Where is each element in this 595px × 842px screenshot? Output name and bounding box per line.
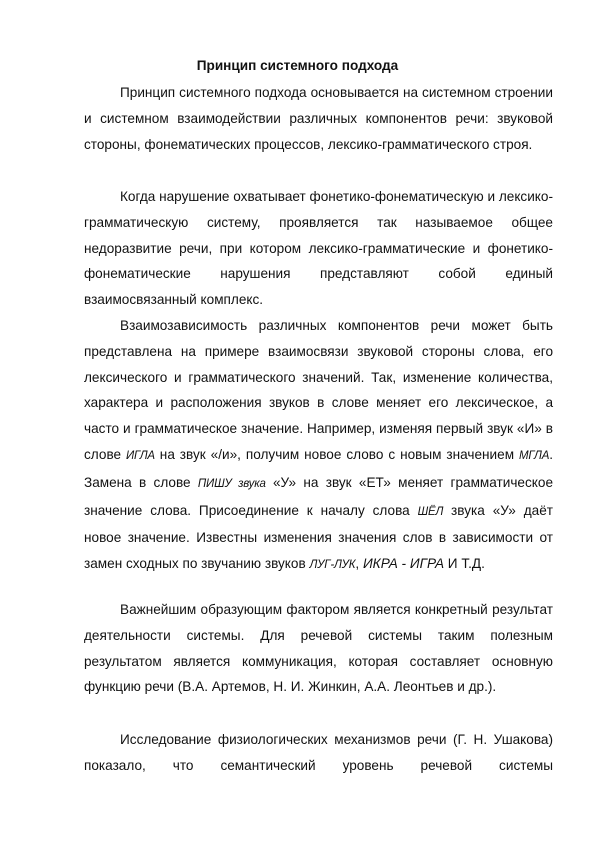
paragraph-3-text-6: ,	[355, 556, 363, 572]
paragraph-5: Исследование физиологических механизмов речи (Г. Н. Ушакова) показало, что семантический уровень речевой системы	[84, 732, 553, 773]
example-word-igla: ИГЛА	[126, 449, 155, 462]
paragraph-3-text-2: на звук «/и», получим новое слово с новым значением	[154, 446, 519, 462]
paragraph-3	[84, 313, 553, 579]
paragraph-3-text-7: И Т.Д.	[444, 556, 485, 572]
paragraph-3-text-3: . Замена в слове	[84, 446, 553, 490]
paragraph-3-text-4: «У» на звук «ЕТ» меняет грамматическое значение слова. Присоединение к началу слова	[84, 474, 553, 518]
example-word-lug-luk: ЛУГ-ЛУК	[309, 559, 356, 572]
paragraph-3-text-1: Взаимозависимость различных компонентов речи может быть представлена на примере взаимосвязи звуковой стороны слова, его лексического и грамматического значений. Так, изменение количества, характера и расположения звуков в слове меняет его лексическое, а часто и грамматическое значение. Например, изменяя первый звук «И» в слове	[84, 318, 553, 462]
paragraph-2: Когда нарушение охватывает фонетико-фонематическую и лексико-грамматическую систему, проявляется так называемое общее недоразвитие речи, при котором лексико-грамматические и фонетико-фонематические нарушения представляют собой единый взаимосвязанный комплекс.	[84, 189, 553, 308]
paragraph-4: Важнейшим образующим фактором является конкретный результат деятельности системы. Для речевой системы таким полезным результатом является коммуникация, которая составляет основную функцию речи (В.А. Артемов, Н. И. Жинкин, А.А. Леонтьев и др.).	[84, 602, 553, 695]
paragraph-1: Принцип системного подхода основывается на системном строении и системном взаимодействии различных компонентов речи: звуковой стороны, фонематических процессов, лексико-грамматического строя.	[84, 85, 553, 152]
example-word-pishu: ПИШУ звука	[197, 477, 266, 490]
page-title: Принцип системного подхода	[196, 58, 399, 73]
example-word-ikra-igra: ИКРА - ИГРА	[362, 556, 445, 572]
example-word-mgla: МГЛА	[519, 449, 550, 462]
paragraph-3-text-5: звука «У» даёт новое значение. Известны изменения значения слов в зависимости от замен сходных по звучанию звуков	[84, 502, 554, 572]
example-word-shel: ШЁЛ	[417, 505, 444, 518]
